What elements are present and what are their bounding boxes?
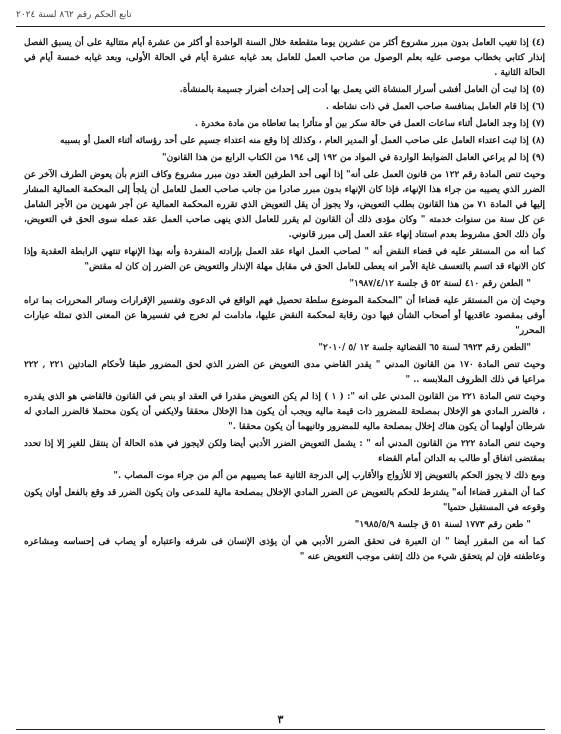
citation-appeal-6923: "الطعن رقم ٦٩٢٣ لسنة ٦٥ القضائية جلسة ١٢ /٥ /٢٠١٠" — [318, 343, 531, 354]
citation-appeal-410: " الطعن رقم ٤١٠ لسنة ٥٢ ق جلسة ١٩٨٧/٤/١٢" — [349, 279, 531, 290]
paragraph-clause-7: (٧) إذا وجد العامل أثناء ساعات العمل في حالة سكر بين أو متأثرا بما تعاطاه من مادة مخدرة . — [194, 119, 545, 130]
paragraph-article-122: وحيث تنص المادة رقم ١٢٢ من قانون العمل على أنه" إذا أنهى أحد الطرفين العقد دون مبرر مشروع وكاف التزم بأن يعوض الطرف الآخر عن الضرر الذي يصيبه من جراء هذا الإنهاء، فإذا كان الإنهاء بدون مبرر صادرا من جانب صاحب العمل للعامل أن يلجأ إلى المحكمة العمالية المشار إليها في المادة ٧١ من هذا القانون بطلب التعويض، ولا يجوز أن يقل التعويض الذي تقرره المحكمة العمالية عن أجر شهرين من الأجر الشامل عن كل سنة من سنوات خدمته " وكان مؤدى ذلك أن القانون لم يقرر للعامل الذي ينهى صاحب العمل عقد عمله سوى الحق في التعويض، وأن ذلك الحق مشروط بعدم استناد إنهاء عقد العمل إلى مبرر قانوني. — [24, 170, 545, 240]
paragraph-clause-9: (٩) إذا لم يراعي العامل الضوابط الواردة في المواد من ١٩٢ إلى ١٩٤ من الكتاب الرابع من هذا القانون" — [162, 153, 545, 164]
paragraph-article-221: وحيث تنص المادة ٢٢١ من القانون المدني على انه ": ( ١ ) إذا لم يكن التعويض مقدرا في العقد او بنص في القانون فالقاضي هو الذي يقدره ، فالضرر المادي هو الإخلال بمصلحة للمضرور ذات قيمة ماليه ويجب أن يكون هذا الإخلال محققا ولايكفي أن يكون محتملا فالضرر المادي له شرطان أولهما أن يكون هناك إخلال بمصلحة ماليه للمضرور وثانيهما أن يكون محققا ." — [24, 392, 545, 432]
paragraph-article-222-cont: ومع ذلك لا يجوز الحكم بالتعويض إلا للأزواج والأقارب إلي الدرجة الثانية عما يصيبهم من ألم من جراء موت المصاب ." — [113, 471, 545, 482]
paragraph-cassation-principle: كما أنه من المستقر عليه في قضاء النقض أنه " لصاحب العمل انهاء عقد العمل بإرادته المنفردة وأنه بهذا الإنهاء تنتهي الرابطة العقدية وإذا كان الانهاء قد اتسم بالتعسف غاية الأمر انه يعطى للعامل الحق في مقابل مهلة الإنذار والتعويض عن الضرر إن كان له مقتض" — [24, 247, 545, 272]
paragraph-clause-4: (٤) إذا تغيب العامل بدون مبرر مشروع أكثر من عشرين يوما متقطعة خلال السنة الواحدة أو أكثر من عشرة أيام متتالية على أن يسبق الفصل إنذار كتابي بخطاب موصى عليه بعلم الوصول من صاحب العمل للعامل بعد غيابه عشرة أيام في الحالة الأولى، وبعد غيابه خمسة أيام في الحالة الثانية . — [24, 38, 545, 78]
paragraph-article-222: وحيث تنص المادة ٢٢٢ من القانون المدني أنه " : يشمل التعويض الضرر الأدبي أيضا ولكن لايجوز في هذه الحالة أن ينتقل للغير إلا إذا تحدد بمقتضى اتفاق أو طالب به الدائن أمام القضاء — [24, 439, 545, 464]
paragraph-interpretation: وحيث إن من المستقر عليه قضاءا أن "المحكمة الموضوع سلطة تحصيل فهم الواقع في الدعوى وتفسير الإقرارات وسائر المحررات بما تراه أوفى بمقصود عاقديها أو أصحاب الشأن فيها دون رقابة لمحكمة النقض عليها، مادامت لم تخرج في تفسيرها عن المعنى الذي تمثله عبارات المحرر" — [24, 296, 545, 336]
page-number: ٣ — [277, 713, 284, 726]
paragraph-clause-8: (٨) إذا ثبت اعتداء العامل على صاحب العمل أو المدير العام ، وكذلك إذا وقع منه اعتداء جسيم على أحد رؤسائه أثناء العمل أو بسببه — [59, 136, 545, 147]
document-body — [24, 36, 545, 567]
paragraph-clause-5: (٥) إذا ثبت أن العامل أفشى أسرار المنشاة التي يعمل بها أدت إلى إحداث أضرار جسيمة بالمنشأة. — [179, 84, 545, 95]
paragraph-material-damage: كما أن المقرر قضاءا أنه" يشترط للحكم بالتعويض عن الضرر المادي الإخلال بمصلحة مالية للمدعى وان يكون الضرر قد وقع بالفعل أوان يكون وقوعه في المستقبل حتميا" — [24, 488, 545, 514]
paragraph-article-170: وحيث تنص المادة ١٧٠ من القانون المدني " يقدر القاضي مدى التعويض عن الضرر الذي لحق المضرور طبقا لأحكام المادتين ٢٢١ , ٢٢٢ مراعيا في ذلك الظروف الملابسه .. " — [24, 360, 545, 386]
footer-divider — [16, 729, 545, 730]
paragraph-clause-6: (٦) إذا قام العامل بمنافسة صاحب العمل في ذات نشاطه . — [325, 102, 545, 112]
paragraph-moral-damage: كما أنه من المقرر أيضا " ان العبرة فى تحقق الضرر الأدبي هي أن يؤذى الإنسان فى شرفه واعتباره أو يصاب فى إحساسه ومشاعره وعاطفته فإن لم يتحقق شيء من ذلك إنتفى موجب التعويض عنه " — [24, 537, 545, 563]
header-divider — [16, 26, 545, 27]
page-header: تابع الحكم رقم ٨٦٢ لسنة ٢٠٢٤ — [16, 10, 132, 20]
citation-appeal-1773: " طعن رقم ١٧٧٣ لسنة ٥١ ق جلسة ١٩٨٥/٥/٩" — [354, 520, 531, 531]
